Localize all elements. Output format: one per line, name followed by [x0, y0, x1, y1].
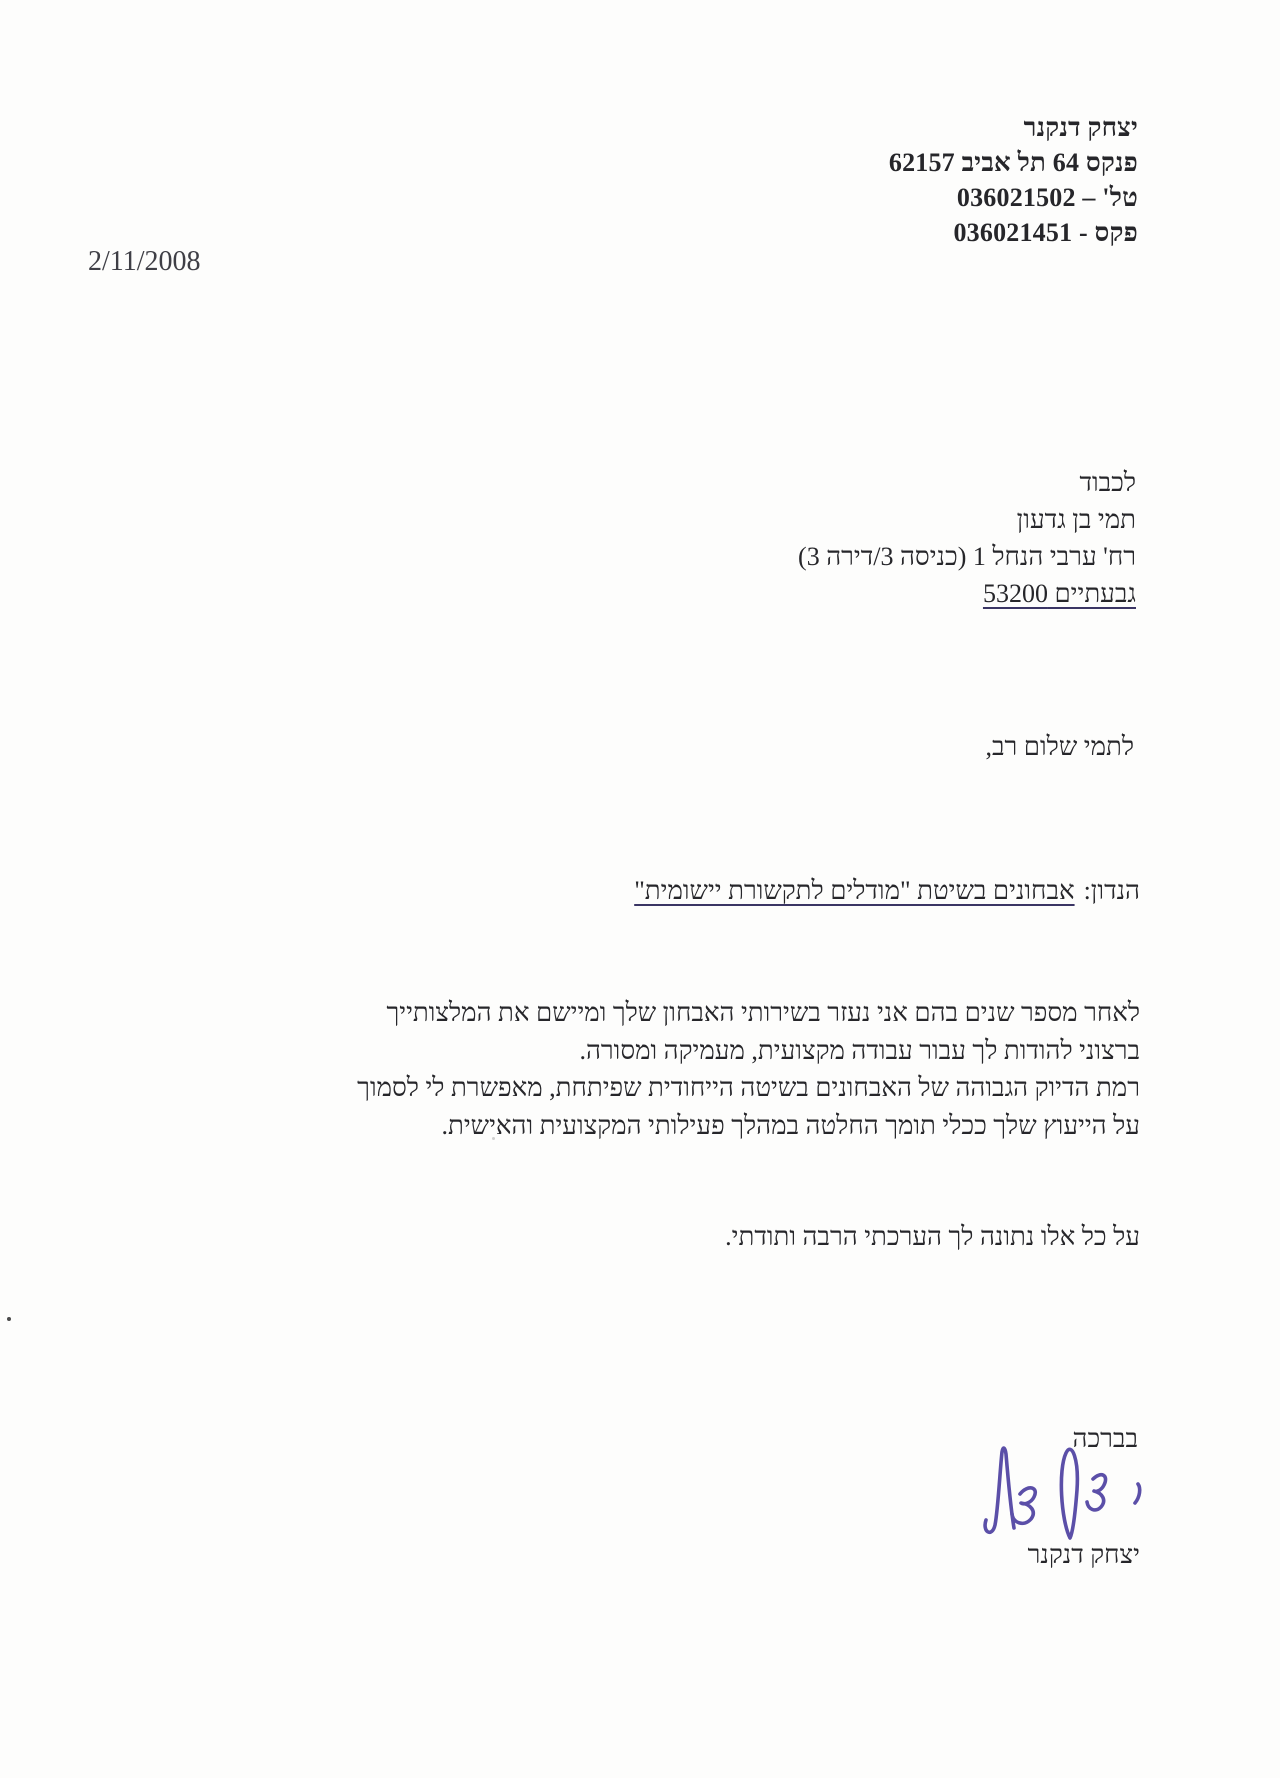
- body-line: ברצוני להודות לך עבור עבודה מקצועית, מעמיקה ומסורה.: [579, 1035, 1140, 1065]
- valediction: בברכה: [1072, 1424, 1138, 1453]
- signature-handwriting-icon: [950, 1438, 1160, 1553]
- subject-label: הנדון:: [1083, 876, 1140, 905]
- recipient-city: גבעתיים 53200: [982, 579, 1136, 608]
- sender-fax: פקס - 036021451: [953, 218, 1138, 247]
- recipient-block: [798, 464, 1136, 612]
- sender-name: יצחק דנקנר: [1023, 113, 1138, 142]
- signer-name: יצחק דנקנר: [1027, 1540, 1140, 1569]
- sender-letterhead: [889, 110, 1138, 250]
- subject-title: אבחונים בשיטת "מודלים לתקשורת יישומית": [634, 876, 1075, 905]
- recipient-name: תמי בן גדעון: [1016, 505, 1136, 534]
- letter-date: 2/11/2008: [88, 246, 201, 277]
- body-line: רמת הדיוק הגבוהה של האבחונים בשיטה הייחודית שפיתחת, מאפשרת לי לסמוך: [357, 1073, 1140, 1102]
- recipient-street: רח' ערבי הנחל 1 (כניסה 3/דירה 3): [798, 542, 1136, 571]
- signature-strokes: [985, 1448, 1140, 1538]
- recipient-salutation: לכבוד: [1079, 468, 1136, 497]
- scan-speck: [492, 1137, 495, 1140]
- subject-line: [634, 876, 1140, 906]
- body-paragraph-1: [250, 994, 1140, 1144]
- body-line: על הייעוץ שלך ככלי תומך החלטה במהלך פעילותי המקצועית והאישית.: [441, 1110, 1140, 1140]
- body-paragraph-2: על כל אלו נתונה לך הערכתי הרבה ותודתי.: [725, 1222, 1140, 1251]
- body-line: לאחר מספר שנים בהם אני נעזר בשירותי האבחון שלך ומיישם את המלצותייך: [386, 998, 1140, 1027]
- sender-phone: טל' – 036021502: [956, 183, 1138, 212]
- greeting-line: לתמי שלום רב,: [985, 732, 1134, 761]
- sender-address: פנקס 64 תל אביב 62157: [888, 148, 1138, 177]
- scan-speck: [7, 1317, 11, 1321]
